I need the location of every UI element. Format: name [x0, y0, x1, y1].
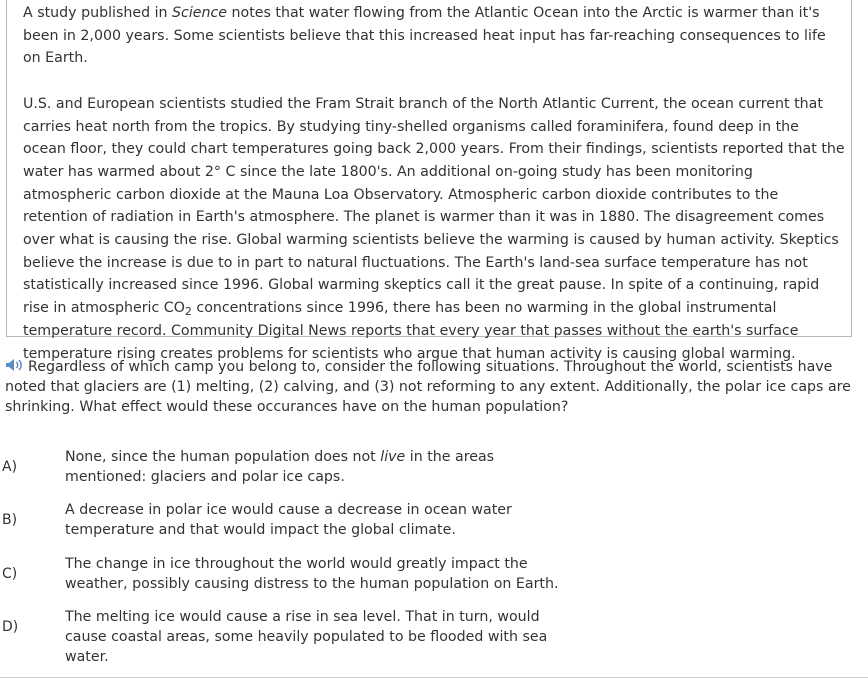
choice-text: The change in ice throughout the world would greatly impact the weather, possibly causing distress to the human population on Earth.: [65, 556, 559, 592]
choice-b[interactable]: [0, 500, 560, 546]
choice-letter: C): [2, 566, 18, 582]
passage-box: [6, 0, 852, 362]
question-text: Regardless of which camp you belong to, consider the following situations. Throughout the world, scientists have noted that glaciers are (1) melting, (2) calving, and (3) not reforming to any extent. Additionally, the polar ice caps are shrinking. What effect would these occurances have on the human population?: [5, 359, 851, 415]
divider: [0, 677, 868, 678]
choice-c[interactable]: [0, 554, 560, 600]
choice-d[interactable]: [0, 607, 560, 665]
choice-letter: B): [2, 512, 18, 528]
choice-text: The melting ice would cause a rise in sea level. That in turn, would cause coastal areas, some heavily populated to be flooded with sea water.: [65, 609, 548, 665]
choice-text: A decrease in polar ice would cause a decrease in ocean water temperature and that would impact the global climate.: [65, 502, 512, 538]
passage-text: [23, 2, 845, 365]
subscript-2: 2: [184, 305, 192, 319]
passage-paragraph-2: U.S. and European scientists studied the Fram Strait branch of the North Atlantic Current, the ocean current that carries heat north from the tropics. By studying tiny-shelled organisms called foraminifera, found deep in the ocean floor, they could chart temperatures going back 2,000 years. From their findings, scientists reported that the water has warmed about 2° C since the late 1800's. An additional on-going study has been monitoring atmospheric carbon dioxide at the Mauna Loa Observatory. Atmospheric carbon dioxide contributes to the retention of radiation in Earth's atmosphere. The planet is warmer than it was in 1880. The disagreement comes over what is causing the rise. Global warming scientists believe the warming is caused by human activity. Skeptics believe the increase is due to in part to natural fluctuations. The Earth's land-sea surface temperature has not statistically increased since 1996. Global warming skeptics call it the great pause. In spite of a continuing, rapid rise in atmospheric $CO_2$ concentrations since 1996, there has been no warming in the global instrumental temperature record. Community Digital News reports that every year that passes without the earth's surface temperature rising creates problems for scientists who argue that human activity is causing global warming.: [23, 95, 845, 362]
passage-paragraph-1: A study published in Science notes that water flowing from the Atlantic Ocean into the Arctic is warmer than it's been in 2,000 years. Some scientists believe that this increased heat input has far-reaching consequences to life on Earth.: [23, 5, 826, 67]
choice-letter: D): [2, 619, 19, 635]
choice-a[interactable]: [0, 447, 560, 493]
speaker-icon[interactable]: [5, 358, 27, 372]
question-prompt: [5, 358, 855, 417]
choice-text: None, since the human population does not live in the areas mentioned: glaciers and polar ice caps.: [65, 449, 495, 485]
choice-letter: A): [2, 459, 18, 475]
journal-name: Science: [172, 5, 228, 21]
